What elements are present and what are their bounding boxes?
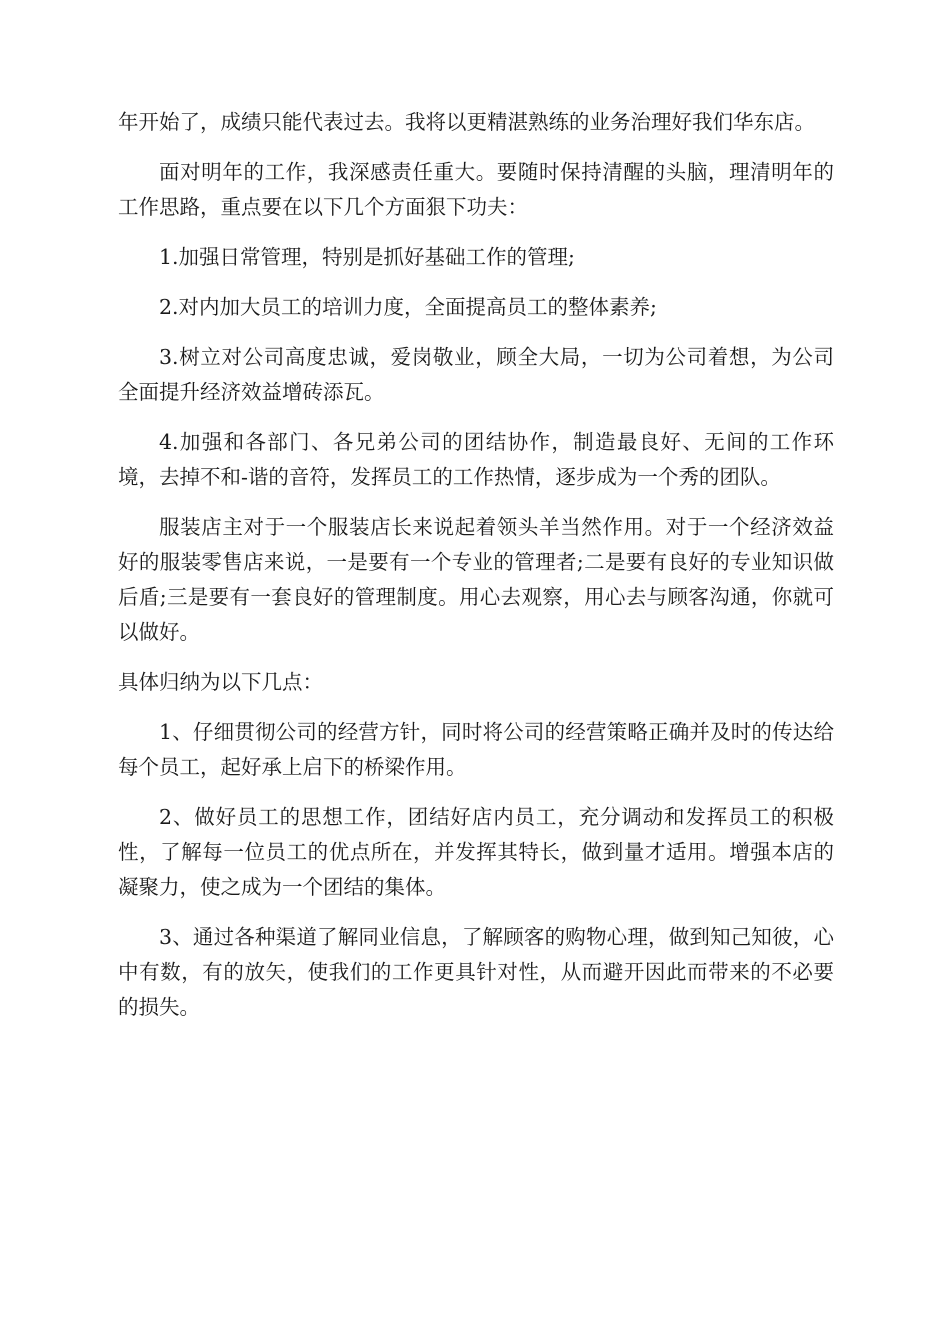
paragraph-2: 面对明年的工作，我深感责任重大。要随时保持清醒的头脑，理清明年的工作思路，重点要在以下几个方面狠下功夫： <box>118 160 834 219</box>
point-item-2: 2、做好员工的思想工作，团结好店内员工，充分调动和发挥员工的积极性，了解每一位员工的优点所在，并发挥其特长，做到量才适用。增强本店的凝聚力，使之成为一个团结的集体。 <box>118 805 834 899</box>
paragraph-store-manager: 服装店主对于一个服装店长来说起着领头羊当然作用。对于一个经济效益好的服装零售店来说，一是要有一个专业的管理者;二是要有良好的专业知识做后盾;三是要有一套良好的管理制度。用心去观察，用心去与顾客沟通，你就可以做好。 <box>118 515 834 644</box>
list-item-2: 2.对内加大员工的培训力度，全面提高员工的整体素养; <box>159 295 657 319</box>
list-item-3: 3.树立对公司高度忠诚，爱岗敬业，顾全大局，一切为公司着想，为公司全面提升经济效益增砖添瓦。 <box>118 345 834 404</box>
paragraph-1: 年开始了，成绩只能代表过去。我将以更精湛熟练的业务治理好我们华东店。 <box>118 110 815 134</box>
point-item-3: 3、通过各种渠道了解同业信息，了解顾客的购物心理，做到知己知彼，心中有数，有的放矢，使我们的工作更具针对性，从而避开因此而带来的不必要的损失。 <box>118 925 834 1019</box>
document-page <box>118 105 834 1040</box>
point-item-1: 1、仔细贯彻公司的经营方针，同时将公司的经营策略正确并及时的传达给每个员工，起好承上启下的桥梁作用。 <box>118 720 834 779</box>
paragraph-summary-heading: 具体归纳为以下几点： <box>118 670 323 694</box>
list-item-1: 1.加强日常管理，特别是抓好基础工作的管理; <box>159 245 575 269</box>
list-item-4: 4.加强和各部门、各兄弟公司的团结协作，制造最良好、无间的工作环境，去掉不和-谐的音符，发挥员工的工作热情，逐步成为一个秀的团队。 <box>118 430 834 489</box>
